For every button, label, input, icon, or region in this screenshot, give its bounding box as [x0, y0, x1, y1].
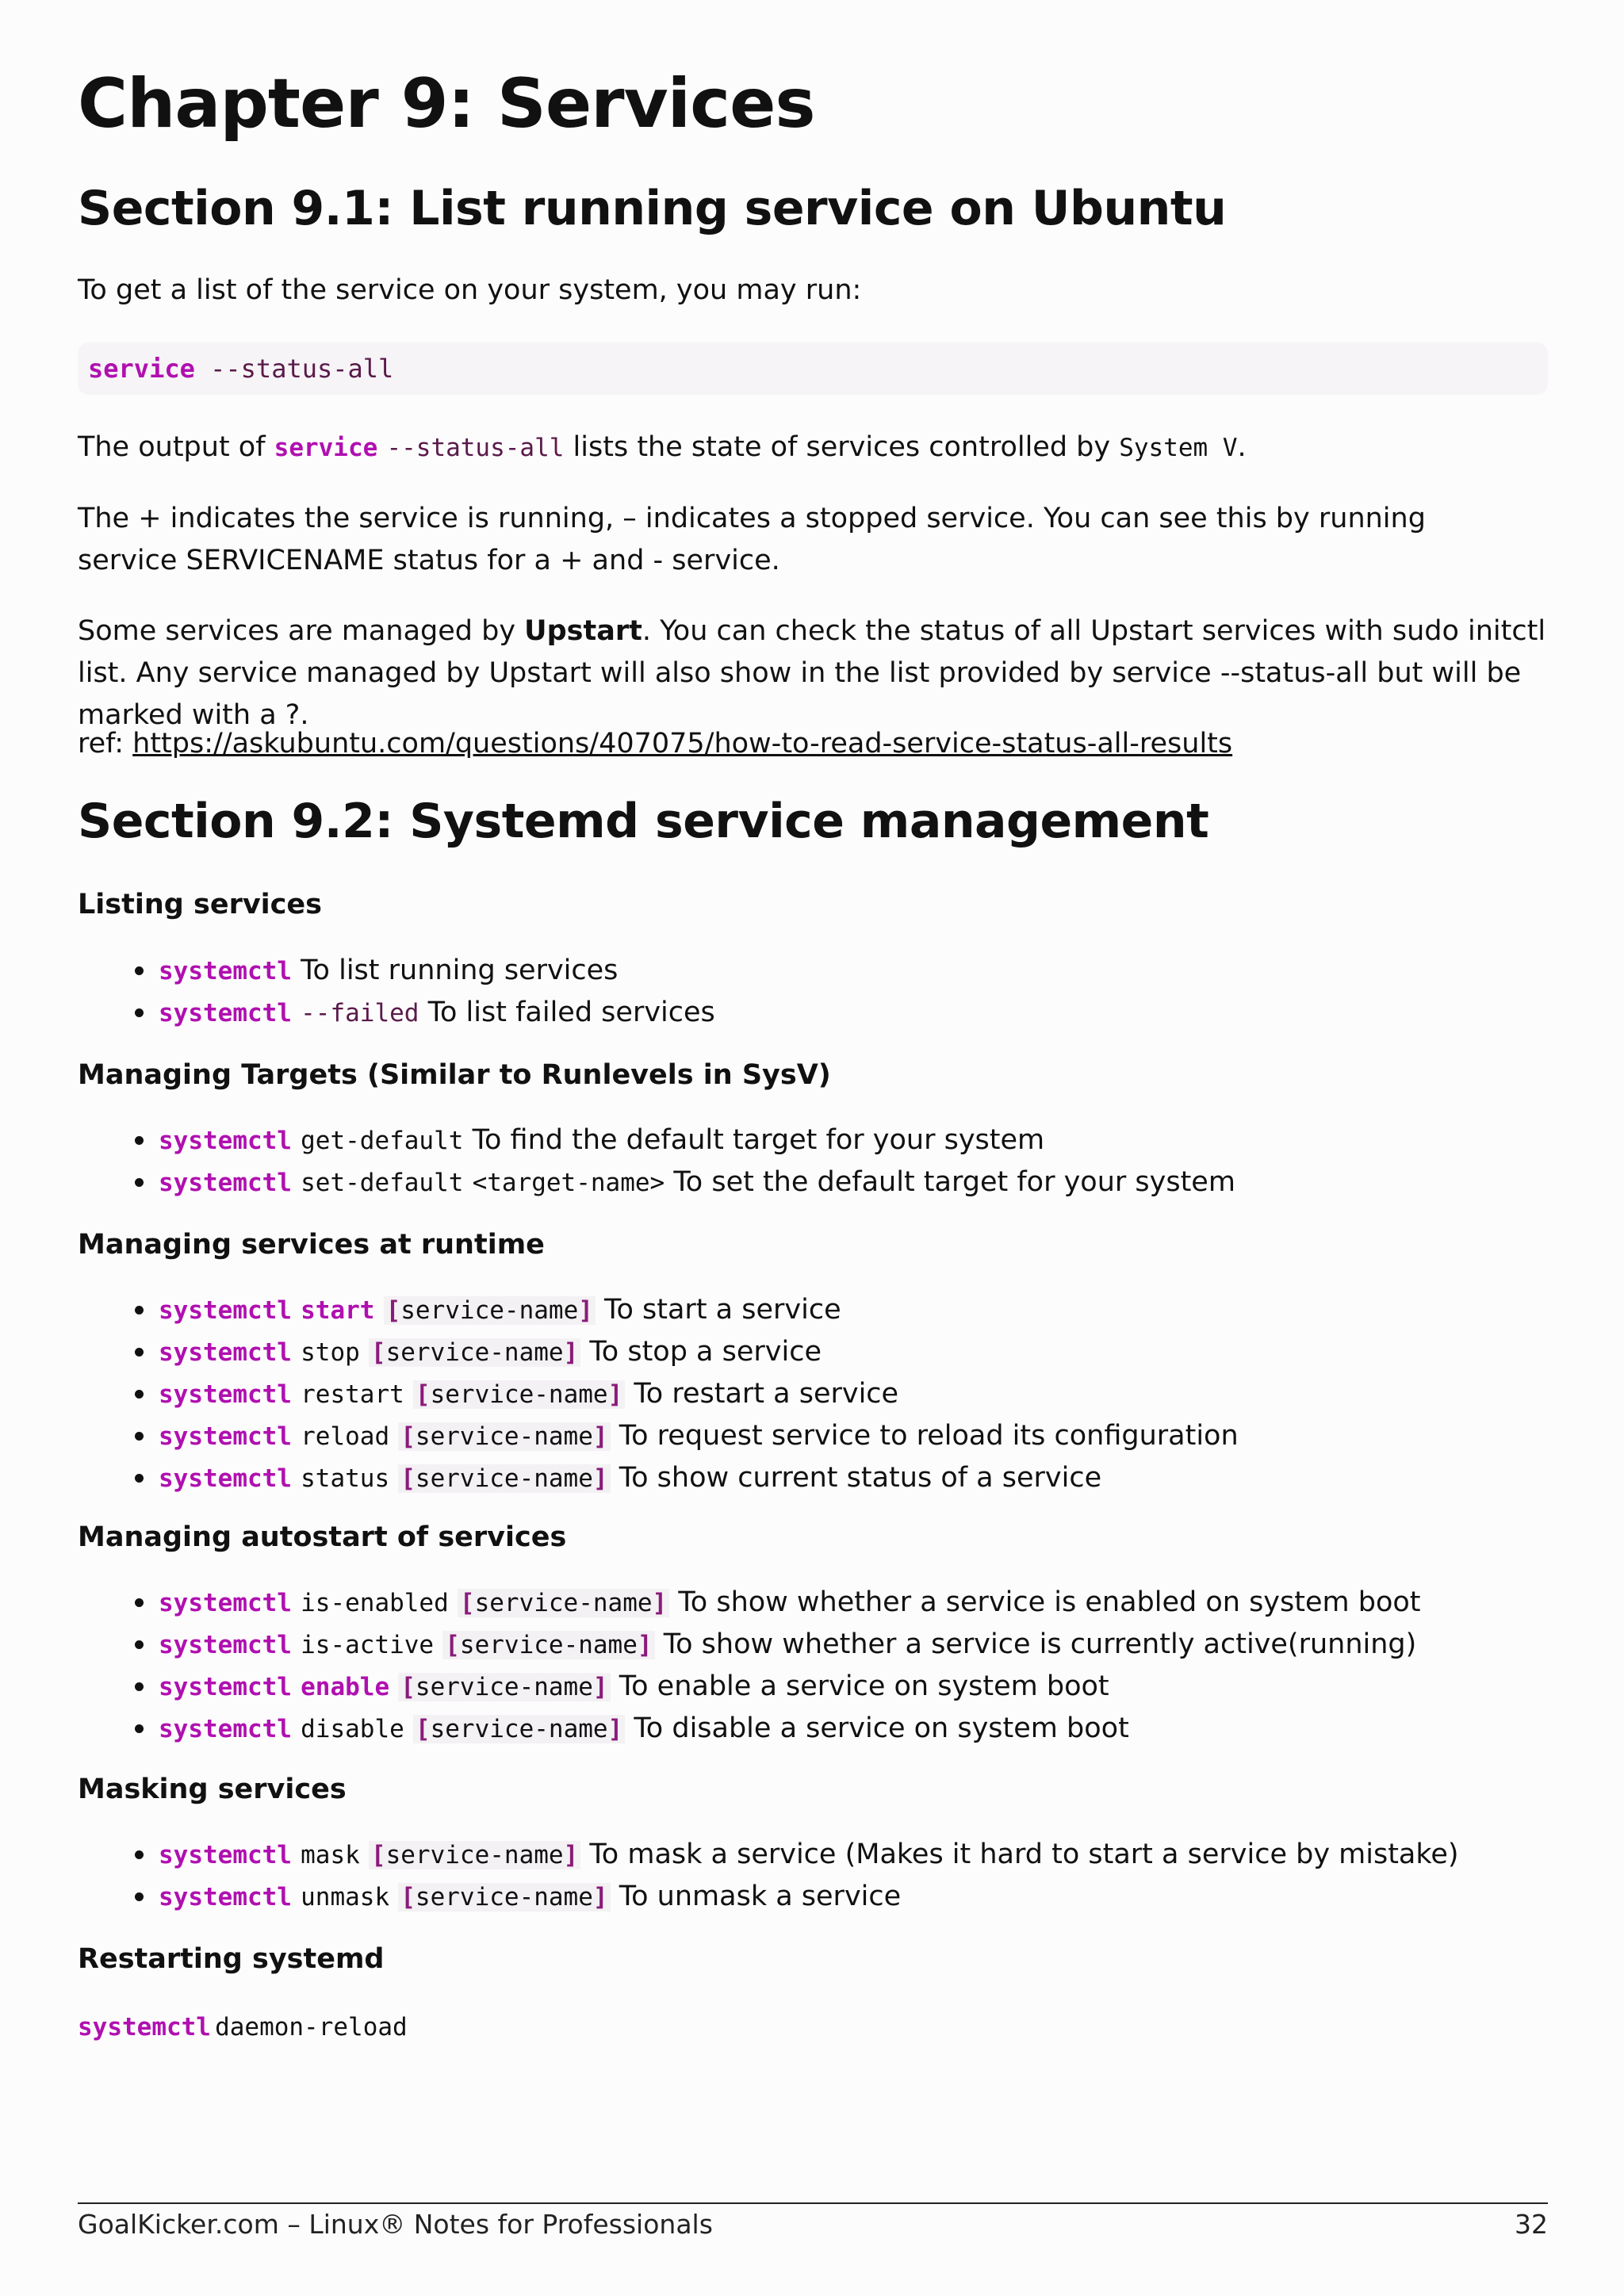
text: lists the state of services controlled by — [564, 431, 1120, 463]
parameter: [service-name] — [384, 1296, 596, 1325]
code-block-status-all — [78, 342, 1548, 395]
list-item — [78, 1415, 1239, 1457]
list-item — [78, 1331, 1239, 1373]
chapter-title: Chapter 9: Services — [78, 64, 815, 144]
parameter-name: service-name — [415, 1883, 593, 1911]
managing-targets-heading: Managing Targets (Similar to Runlevels in SysV) — [78, 1059, 831, 1091]
list-item — [78, 1582, 1421, 1624]
reference-paragraph — [78, 723, 1553, 765]
description: To start a service — [604, 1294, 841, 1326]
inline-code-keyword: service — [274, 434, 378, 462]
description: To list running services — [301, 955, 619, 986]
command: systemctl — [78, 2013, 211, 2042]
argument: set-default — [301, 1169, 464, 1197]
description: To stop a service — [589, 1336, 822, 1368]
text: . You can check the status of all Upstart services with sudo initctl list. Any service managed by Upstart will also show in the list provided by service --status-all but will be marked with a ?. — [78, 615, 1546, 731]
code-argument: --status-all — [210, 354, 394, 384]
list-item — [78, 1624, 1421, 1666]
description: To disable a service on system boot — [634, 1712, 1129, 1744]
footer-title: GoalKicker.com – Linux® Notes for Professionals — [78, 2209, 713, 2240]
text: Some services are managed by — [78, 615, 525, 647]
list-item — [78, 992, 715, 1034]
status-symbols-paragraph: The + indicates the service is running, – indicates a stopped service. You can see this by running service SERVICENAME status for a + and - service. — [78, 503, 1426, 576]
command: systemctl — [159, 1422, 292, 1451]
description: To show current status of a service — [619, 1462, 1102, 1494]
parameter-name: service-name — [400, 1296, 579, 1325]
command: systemctl — [159, 1127, 292, 1155]
parameter-name: service-name — [415, 1422, 593, 1451]
subcommand: restart — [301, 1380, 404, 1409]
command: systemctl — [159, 1338, 292, 1367]
inline-code-system-v: System V — [1119, 434, 1238, 462]
command: systemctl — [159, 1296, 292, 1325]
description: To restart a service — [634, 1378, 899, 1410]
parameter: [service-name] — [369, 1338, 580, 1367]
parameter: [service-name] — [413, 1380, 625, 1409]
list-item — [78, 1161, 1235, 1203]
upstart-bold: Upstart — [524, 615, 642, 647]
description: To show whether a service is enabled on system boot — [678, 1586, 1421, 1618]
parameter: [service-name] — [442, 1631, 654, 1659]
parameter-name: service-name — [415, 1673, 593, 1701]
ref-label: ref: — [78, 728, 133, 760]
subcommand: is-active — [301, 1631, 435, 1659]
command: systemctl — [159, 1631, 292, 1659]
parameter: [service-name] — [458, 1589, 669, 1617]
listing-services-list — [78, 950, 715, 1034]
parameter-name: service-name — [385, 1841, 564, 1869]
inline-code-argument: --status-all — [386, 434, 565, 462]
subcommand: start — [301, 1296, 375, 1325]
text: The output of — [78, 431, 274, 463]
description: To request service to reload its configuration — [619, 1420, 1239, 1452]
parameter: [service-name] — [398, 1464, 610, 1493]
subcommand: enable — [301, 1673, 390, 1701]
parameter: [service-name] — [398, 1883, 610, 1911]
list-item — [78, 1666, 1421, 1708]
command: systemctl — [159, 999, 292, 1027]
list-item — [78, 1708, 1421, 1750]
subcommand: stop — [301, 1338, 360, 1367]
upstart-paragraph — [78, 610, 1553, 737]
parameter: <target-name> — [472, 1169, 665, 1197]
subcommand: reload — [301, 1422, 390, 1451]
section-9-1-intro: To get a list of the service on your system, you may run: — [78, 274, 862, 306]
command: systemctl — [159, 1380, 292, 1409]
description: To find the default target for your system — [472, 1124, 1045, 1156]
parameter-name: service-name — [430, 1715, 608, 1743]
masking-heading: Masking services — [78, 1774, 347, 1805]
argument: get-default — [301, 1127, 464, 1155]
command: systemctl — [159, 1589, 292, 1617]
description: To set the default target for your system — [673, 1166, 1235, 1198]
list-item — [78, 1834, 1459, 1876]
command: systemctl — [159, 957, 292, 985]
list-item — [78, 950, 715, 992]
code-keyword: service — [88, 354, 195, 384]
section-9-1-title: Section 9.1: List running service on Ubuntu — [78, 181, 1227, 236]
daemon-reload-code — [78, 2007, 408, 2051]
parameter: [service-name] — [369, 1841, 580, 1869]
page-number: 32 — [1515, 2209, 1548, 2240]
parameter-name: service-name — [415, 1464, 593, 1493]
list-item — [78, 1373, 1239, 1415]
autostart-list — [78, 1582, 1421, 1750]
parameter-name: service-name — [474, 1589, 653, 1617]
description: To unmask a service — [619, 1881, 902, 1912]
parameter: [service-name] — [413, 1715, 625, 1743]
parameter: [service-name] — [398, 1673, 610, 1701]
output-paragraph — [78, 427, 1553, 469]
parameter-name: service-name — [459, 1631, 638, 1659]
subcommand: status — [301, 1464, 390, 1493]
parameter-name: service-name — [385, 1338, 564, 1367]
description: To enable a service on system boot — [619, 1670, 1109, 1702]
listing-services-heading: Listing services — [78, 889, 322, 920]
subcommand: disable — [301, 1715, 404, 1743]
command: systemctl — [159, 1169, 292, 1197]
subcommand: unmask — [301, 1883, 390, 1911]
section-9-2-title: Section 9.2: Systemd service management — [78, 794, 1209, 849]
list-item — [78, 1457, 1239, 1499]
parameter-name: service-name — [430, 1380, 608, 1409]
list-item — [78, 1876, 1459, 1918]
masking-list — [78, 1834, 1459, 1918]
command: systemctl — [159, 1464, 292, 1493]
description: To list failed services — [427, 997, 715, 1028]
text: . — [1237, 431, 1247, 463]
subcommand: mask — [301, 1841, 360, 1869]
list-item — [78, 1119, 1235, 1161]
subcommand: is-enabled — [301, 1589, 449, 1617]
description: To mask a service (Makes it hard to start a service by mistake) — [589, 1839, 1459, 1870]
restarting-systemd-heading: Restarting systemd — [78, 1943, 385, 1975]
footer-divider — [78, 2202, 1548, 2204]
managing-runtime-heading: Managing services at runtime — [78, 1229, 545, 1261]
command: systemctl — [159, 1883, 292, 1911]
description: To show whether a service is currently active(running) — [663, 1628, 1417, 1660]
list-item — [78, 1289, 1239, 1331]
command: systemctl — [159, 1673, 292, 1701]
managing-runtime-list — [78, 1289, 1239, 1499]
managing-targets-list — [78, 1119, 1235, 1203]
reference-link[interactable]: https://askubuntu.com/questions/407075/how-to-read-service-status-all-results — [132, 728, 1233, 760]
argument: --failed — [301, 999, 419, 1027]
autostart-heading: Managing autostart of services — [78, 1521, 567, 1553]
parameter: [service-name] — [398, 1422, 610, 1451]
argument: daemon-reload — [215, 2013, 408, 2042]
command: systemctl — [159, 1841, 292, 1869]
command: systemctl — [159, 1715, 292, 1743]
